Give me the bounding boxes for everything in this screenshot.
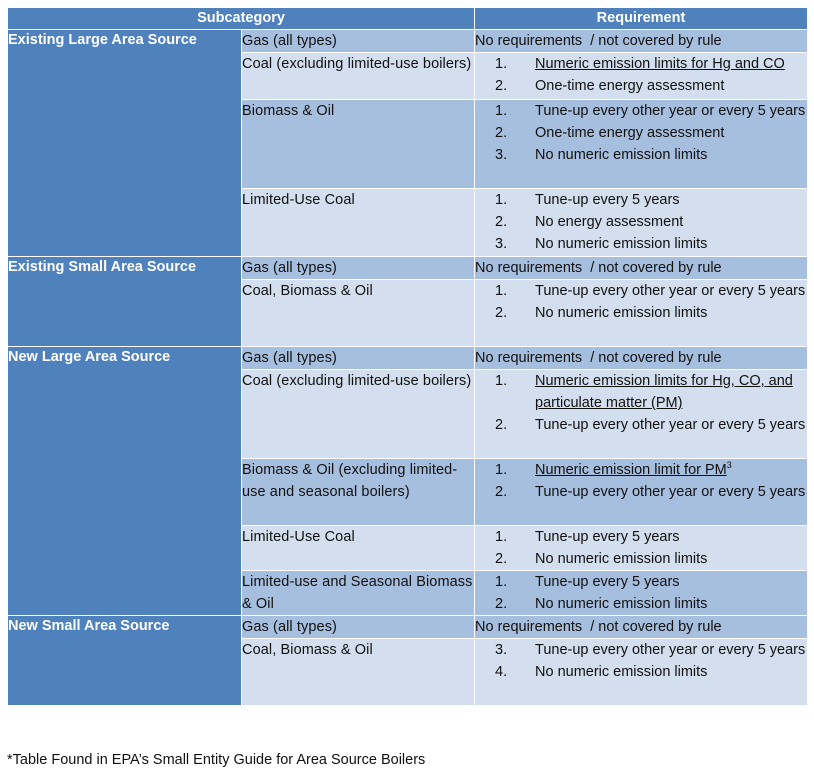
item-text-wrap <box>535 571 807 593</box>
requirement-item <box>475 548 807 570</box>
item-number: 1. <box>495 462 508 478</box>
item-number: 2. <box>495 417 508 433</box>
requirement-cell <box>475 571 808 616</box>
item-number: 2. <box>495 305 508 321</box>
item-number: 2. <box>495 551 508 567</box>
item-text: Numeric emission limits for Hg and CO <box>535 56 785 72</box>
item-text: Tune-up every 5 years <box>535 574 680 590</box>
requirement-cell <box>475 100 808 189</box>
item-text: No numeric emission limits <box>535 596 708 612</box>
item-text-wrap <box>535 122 807 144</box>
requirement-item <box>475 481 807 503</box>
requirement-item <box>475 370 807 414</box>
requirement-item <box>475 593 807 615</box>
item-text: Numeric emission limit for PM <box>535 462 727 478</box>
subcategory-cell: Gas (all types) <box>242 616 475 639</box>
item-text-wrap <box>535 211 807 233</box>
subcategory-cell: Gas (all types) <box>242 257 475 280</box>
item-text-wrap <box>535 414 807 436</box>
requirement-text: No requirements / not covered by rule <box>475 350 722 366</box>
table-header-row <box>8 8 808 30</box>
item-number: 1. <box>495 56 508 72</box>
requirement-item <box>475 414 807 436</box>
item-text: Tune-up every other year or every 5 years <box>535 417 806 433</box>
requirement-list <box>475 459 807 503</box>
requirement-item <box>475 122 807 144</box>
requirement-cell <box>475 459 808 526</box>
item-text: No numeric emission limits <box>535 147 708 163</box>
header-subcategory: Subcategory <box>8 8 475 30</box>
requirement-item <box>475 280 807 302</box>
requirement-cell <box>475 280 808 347</box>
item-text: Numeric emission limits for Hg, CO, and particulate matter (PM) <box>535 373 793 411</box>
category-cell: Existing Small Area Source <box>8 257 242 347</box>
requirement-cell <box>475 616 808 639</box>
subcategory-cell: Biomass & Oil (excluding limited-use and seasonal boilers) <box>242 459 475 526</box>
item-number: 3. <box>495 642 508 658</box>
subcategory-cell: Limited-Use Coal <box>242 526 475 571</box>
item-number: 3. <box>495 236 508 252</box>
item-text-wrap <box>535 233 807 255</box>
requirement-item <box>475 571 807 593</box>
requirement-item <box>475 211 807 233</box>
table-row <box>8 616 808 639</box>
item-text-wrap <box>535 593 807 615</box>
subcategory-cell: Gas (all types) <box>242 30 475 53</box>
requirement-text: No requirements / not covered by rule <box>475 33 722 49</box>
requirement-item <box>475 639 807 661</box>
requirement-text: No requirements / not covered by rule <box>475 260 722 276</box>
table-row <box>8 30 808 53</box>
table-row <box>8 257 808 280</box>
item-text: Tune-up every other year or every 5 years <box>535 103 806 119</box>
requirement-cell <box>475 370 808 459</box>
footnote-superscript: 3 <box>726 460 732 471</box>
item-text-wrap <box>535 526 807 548</box>
item-text-wrap <box>535 280 807 302</box>
requirement-list <box>475 100 807 166</box>
item-number: 2. <box>495 214 508 230</box>
item-text: One-time energy assessment <box>535 125 725 141</box>
requirement-list <box>475 370 807 436</box>
requirement-item <box>475 100 807 122</box>
item-text-wrap <box>535 639 807 661</box>
item-number: 1. <box>495 103 508 119</box>
requirement-item <box>475 661 807 683</box>
requirement-item <box>475 144 807 166</box>
subcategory-cell: Limited-use and Seasonal Biomass & Oil <box>242 571 475 616</box>
item-text-wrap <box>535 302 807 324</box>
requirement-item <box>475 189 807 211</box>
item-text: No numeric emission limits <box>535 236 708 252</box>
requirement-list <box>475 639 807 683</box>
requirement-list <box>475 526 807 570</box>
item-number: 2. <box>495 596 508 612</box>
subcategory-cell: Coal, Biomass & Oil <box>242 639 475 706</box>
requirement-item <box>475 459 807 481</box>
item-text: No numeric emission limits <box>535 551 708 567</box>
requirement-cell <box>475 53 808 100</box>
requirement-cell <box>475 189 808 257</box>
requirement-cell <box>475 30 808 53</box>
item-text-wrap <box>535 144 807 166</box>
item-text: Tune-up every other year or every 5 years <box>535 283 806 299</box>
requirements-table <box>7 7 808 706</box>
requirement-cell <box>475 347 808 370</box>
item-number: 2. <box>495 484 508 500</box>
item-number: 1. <box>495 373 508 389</box>
item-text: No energy assessment <box>535 214 684 230</box>
item-number: 1. <box>495 283 508 299</box>
requirement-item <box>475 53 807 75</box>
item-text: Tune-up every other year or every 5 years <box>535 484 806 500</box>
requirement-list <box>475 280 807 324</box>
item-text-wrap <box>535 189 807 211</box>
item-text-wrap <box>535 75 807 97</box>
item-text-wrap <box>535 459 807 481</box>
item-number: 1. <box>495 574 508 590</box>
item-text: Tune-up every 5 years <box>535 192 680 208</box>
item-text-wrap <box>535 370 807 414</box>
requirement-item <box>475 75 807 97</box>
table-footnote: *Table Found in EPA’s Small Entity Guide for Area Source Boilers <box>7 752 426 768</box>
subcategory-cell: Biomass & Oil <box>242 100 475 189</box>
item-number: 1. <box>495 192 508 208</box>
item-text-wrap <box>535 481 807 503</box>
item-text: One-time energy assessment <box>535 78 725 94</box>
item-text-wrap <box>535 100 807 122</box>
requirement-list <box>475 53 807 97</box>
category-cell: New Small Area Source <box>8 616 242 706</box>
subcategory-cell: Coal (excluding limited-use boilers) <box>242 370 475 459</box>
requirement-list <box>475 571 807 615</box>
subcategory-cell: Gas (all types) <box>242 347 475 370</box>
subcategory-cell: Coal, Biomass & Oil <box>242 280 475 347</box>
header-requirement: Requirement <box>475 8 808 30</box>
requirement-cell <box>475 257 808 280</box>
item-text: No numeric emission limits <box>535 305 708 321</box>
requirement-item <box>475 526 807 548</box>
item-number: 2. <box>495 125 508 141</box>
subcategory-cell: Coal (excluding limited-use boilers) <box>242 53 475 100</box>
item-number: 2. <box>495 78 508 94</box>
table-body <box>8 30 808 706</box>
requirement-cell <box>475 639 808 706</box>
subcategory-cell: Limited-Use Coal <box>242 189 475 257</box>
item-number: 3. <box>495 147 508 163</box>
item-text-wrap <box>535 661 807 683</box>
requirement-item <box>475 302 807 324</box>
category-cell: New Large Area Source <box>8 347 242 616</box>
requirement-text: No requirements / not covered by rule <box>475 619 722 635</box>
item-text-wrap <box>535 548 807 570</box>
item-text: Tune-up every 5 years <box>535 529 680 545</box>
requirement-item <box>475 233 807 255</box>
item-number: 4. <box>495 664 508 680</box>
category-cell: Existing Large Area Source <box>8 30 242 257</box>
item-text: Tune-up every other year or every 5 years <box>535 642 806 658</box>
table-row <box>8 347 808 370</box>
requirement-cell <box>475 526 808 571</box>
item-text: No numeric emission limits <box>535 664 708 680</box>
item-number: 1. <box>495 529 508 545</box>
item-text-wrap <box>535 53 807 75</box>
requirement-list <box>475 189 807 255</box>
